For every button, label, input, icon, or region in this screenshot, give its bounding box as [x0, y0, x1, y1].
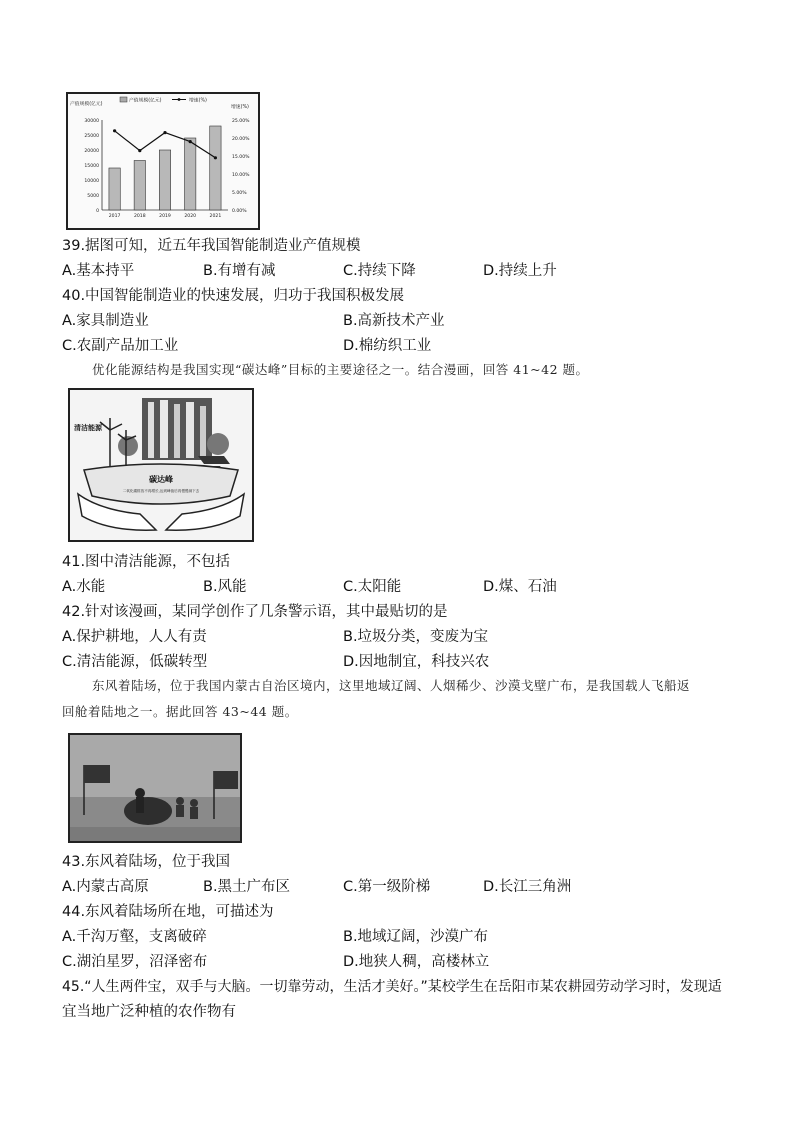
growth-point [113, 129, 116, 132]
q39-option-b[interactable]: B.有增有减 [203, 263, 276, 279]
cartoon-drawing [70, 390, 252, 540]
left-tick-label: 15000 [84, 164, 99, 169]
bar [134, 161, 145, 211]
bar [109, 168, 120, 210]
q40-stem: 40.中国智能制造业的快速发展，归功于我国积极发展 [62, 288, 405, 304]
legend-bar-swatch [120, 97, 127, 102]
bowl [84, 464, 238, 504]
left-tick-label: 10000 [84, 179, 99, 184]
bar [185, 138, 196, 210]
left-tick-label: 5000 [87, 194, 99, 199]
growth-point [214, 156, 217, 159]
growth-point [189, 140, 192, 143]
intro-43-44-line2: 回舱着陆地之一。据此回答 43~44 题。 [62, 704, 298, 719]
q39-option-c[interactable]: C.持续下降 [343, 263, 416, 279]
q42-option-b[interactable]: B.垃圾分类，变废为宝 [343, 629, 489, 645]
right-tick-label: 25.00% [232, 119, 250, 124]
legend-line-marker [178, 98, 181, 101]
q45-stem-line1: 45.“人生两件宝，双手与大脑。一切靠劳动，生活才美好。”某校学生在岳阳市某农耕园劳动学习时，发现适 [62, 979, 722, 995]
q43-stem: 43.东风着陆场，位于我国 [62, 854, 231, 870]
left-tick-label: 25000 [84, 134, 99, 139]
left-tick-label: 20000 [84, 149, 99, 154]
right-tick-label: 5.00% [232, 191, 247, 196]
clean-energy-label: 清洁能源 [74, 424, 102, 432]
q44-option-a[interactable]: A.千沟万壑，支离破碎 [62, 929, 207, 945]
q41-stem: 41.图中清洁能源，不包括 [62, 554, 231, 570]
right-tick-label: 20.00% [232, 137, 250, 142]
q43-option-a[interactable]: A.内蒙古高原 [62, 879, 149, 895]
q44-option-d[interactable]: D.地狭人稠，高楼林立 [343, 954, 490, 970]
x-tick-label: 2020 [184, 214, 197, 219]
q41-option-a[interactable]: A.水能 [62, 579, 106, 595]
carbon-peak-cartoon [68, 388, 254, 542]
q42-option-c[interactable]: C.清洁能源，低碳转型 [62, 654, 208, 670]
q40-option-d[interactable]: D.棉纺织工业 [343, 338, 432, 354]
bar-line-chart [68, 94, 258, 228]
bowl-title: 碳达峰 [149, 475, 173, 484]
left-tick-label: 30000 [84, 119, 99, 124]
intro-41-42: 优化能源结构是我国实现“碳达峰”目标的主要途径之一。结合漫画，回答 41~42 题。 [92, 362, 589, 377]
right-tick-label: 0.00% [232, 209, 247, 214]
q39-stem: 39.据图可知，近五年我国智能制造业产值规模 [62, 238, 361, 254]
bar [210, 126, 221, 210]
q44-stem: 44.东风着陆场所在地，可描述为 [62, 904, 274, 920]
q39-option-d[interactable]: D.持续上升 [483, 263, 557, 279]
q41-option-c[interactable]: C.太阳能 [343, 579, 402, 595]
chart-figure [66, 92, 260, 230]
q43-option-c[interactable]: C.第一级阶梯 [343, 879, 431, 895]
bowl-subtitle: 二氧化碳排放不再增长,达到峰值后再慢慢减下去 [122, 489, 200, 493]
q42-option-d[interactable]: D.因地制宜，科技兴农 [343, 654, 490, 670]
legend-bar-label: 产值规模(亿元) [129, 98, 162, 104]
q39-option-a[interactable]: A.基本持平 [62, 263, 135, 279]
legend-line-label: 增速(%) [189, 98, 207, 104]
landing-site-photo [68, 733, 242, 843]
q40-option-a[interactable]: A.家具制造业 [62, 313, 149, 329]
x-tick-label: 2019 [159, 214, 171, 219]
x-tick-label: 2017 [108, 214, 121, 219]
q42-stem: 42.针对该漫画，某同学创作了几条警示语，其中最贴切的是 [62, 604, 448, 620]
q40-option-c[interactable]: C.农副产品加工业 [62, 338, 179, 354]
q40-option-b[interactable]: B.高新技术产业 [343, 313, 445, 329]
q42-option-a[interactable]: A.保护耕地，人人有责 [62, 629, 207, 645]
q43-option-d[interactable]: D.长江三角洲 [483, 879, 572, 895]
right-tick-label: 15.00% [232, 155, 250, 160]
intro-43-44-line1: 东风着陆场，位于我国内蒙古自治区境内，这里地域辽阔、人烟稀少、沙漠戈壁广布，是我国载人飞船返 [92, 678, 691, 693]
q43-option-b[interactable]: B.黑土广布区 [203, 879, 291, 895]
x-tick-label: 2021 [209, 214, 222, 219]
q44-option-b[interactable]: B.地域辽阔，沙漠广布 [343, 929, 489, 945]
q44-option-c[interactable]: C.湖泊星罗，沼泽密布 [62, 954, 208, 970]
q41-option-d[interactable]: D.煤、石油 [483, 579, 557, 595]
return-capsule [124, 797, 172, 825]
right-axis-label: 增速(%) [231, 105, 249, 110]
x-tick-label: 2018 [133, 214, 146, 219]
q41-option-b[interactable]: B.风能 [203, 579, 247, 595]
growth-point [163, 131, 166, 134]
q45-stem-line2: 宜当地广泛种植的农作物有 [62, 1004, 236, 1020]
bar [159, 150, 170, 210]
growth-point [138, 149, 141, 152]
left-axis-label: 产值规模(亿元) [70, 102, 103, 107]
left-tick-label: 0 [96, 209, 99, 214]
right-tick-label: 10.00% [232, 173, 250, 178]
